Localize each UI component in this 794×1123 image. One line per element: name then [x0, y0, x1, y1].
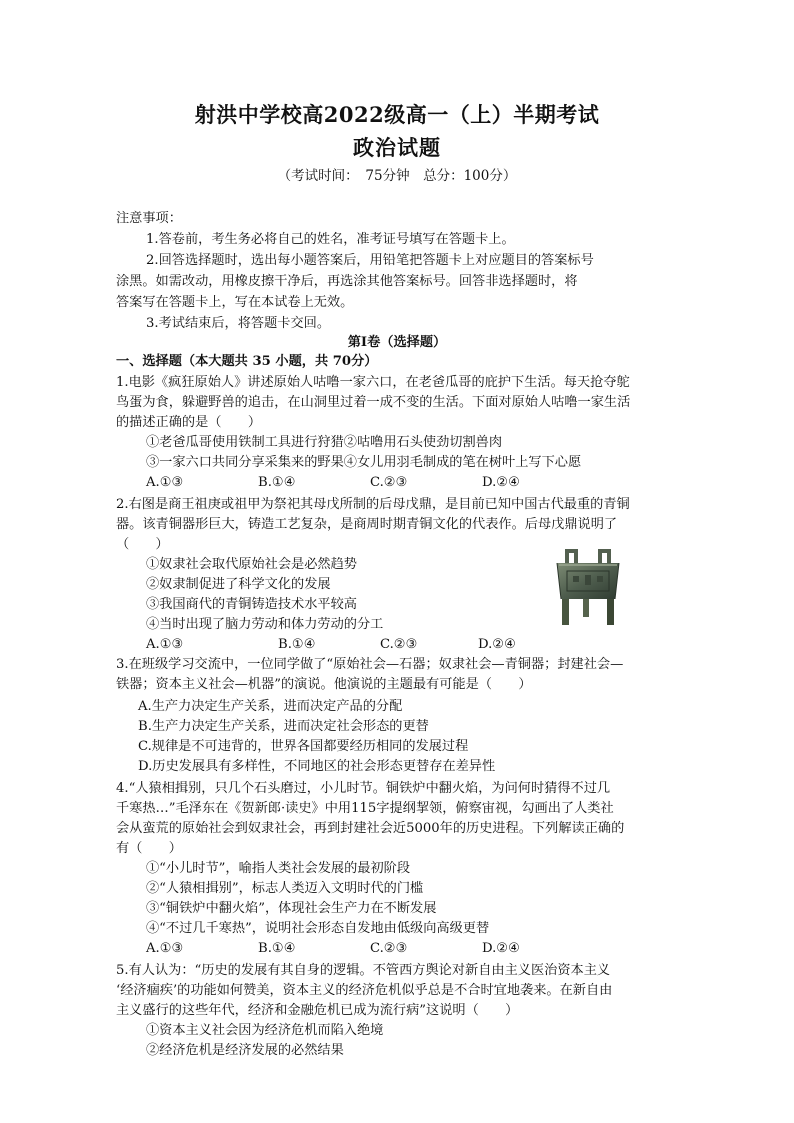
option-a[interactable]: A.①③ [146, 941, 184, 956]
question-1-stem: 1.电影《疯狂原始人》讲述原始人咕噜一家六口，在老爸瓜哥的庇护下生活。每天抢夺鸵 [116, 375, 630, 390]
question-4-stem: 有（ ） [116, 841, 182, 856]
notice-item-2: 2.回答选择题时，选出每小题答案后，用铅笔把答题卡上对应题目的答案标号 [146, 253, 594, 268]
notice-item-1: 1.答卷前，考生务必将自己的姓名，准考证号填写在答题卡上。 [146, 232, 515, 247]
question-5-statement: ②经济危机是经济发展的必然结果 [146, 1043, 344, 1058]
option-d[interactable]: D.②④ [478, 637, 516, 652]
question-1-statement: ①老爸瓜哥使用铁制工具进行狩猎②咕噜用石头使劲切割兽肉 [146, 435, 503, 450]
option-c[interactable]: C.②③ [370, 475, 408, 490]
question-3-option-c[interactable]: C.规律是不可违背的，世界各国都要经历相同的发展过程 [138, 739, 469, 754]
question-3-option-d[interactable]: D.历史发展具有多样性，不同地区的社会形态更替存在差异性 [138, 759, 496, 774]
question-2-options [146, 635, 706, 655]
question-1-stem: 的描述正确的是（ ） [116, 415, 262, 430]
exam-subtitle: 政治试题 [353, 135, 441, 160]
question-5-statement: ①资本主义社会因为经济危机而陷入绝境 [146, 1023, 384, 1038]
question-2-statement: ③我国商代的青铜铸造技术水平较高 [146, 597, 357, 612]
option-c[interactable]: C.②③ [380, 637, 418, 652]
bronze-ding-icon [553, 549, 623, 627]
question-5-stem: 主义盛行的这些年代，经济和金融危机已成为流行病”这说明（ ） [116, 1003, 519, 1018]
question-1-stem: 鸟蛋为食，躲避野兽的追击，在山洞里过着一成不变的生活。下面对原始人咕噜一家生活 [116, 395, 631, 410]
section-heading: 一、选择题（本大题共 35 小题，共 70分） [116, 354, 378, 369]
question-4-statement: ①“小儿时节”，喻指人类社会发展的最初阶段 [146, 861, 411, 876]
notice-heading: 注意事项： [116, 211, 182, 226]
question-4-statement: ③“铜铁炉中翻火焰”，体现社会生产力在不断发展 [146, 901, 437, 916]
question-5-stem: ‘经济痼疾’的功能如何赞美，资本主义的经济危机似乎总是不合时宜地袭来。在新自由 [116, 983, 613, 998]
question-3-stem: 3.在班级学习交流中，一位同学做了“原始社会—石器；奴隶社会—青铜器；封建社会— [116, 657, 624, 672]
option-b[interactable]: B.①④ [278, 637, 316, 652]
question-4-options [146, 939, 706, 959]
question-4-statement: ④“不过几千寒热”，说明社会形态自发地由低级向高级更替 [146, 921, 490, 936]
question-2-statement: ②奴隶制促进了科学文化的发展 [146, 577, 331, 592]
question-2-statement: ④当时出现了脑力劳动和体力劳动的分工 [146, 617, 384, 632]
notice-item-3: 3.考试结束后，将答题卡交回。 [146, 316, 331, 331]
question-3-stem: 铁器；资本主义社会—机器”的演说。他演说的主题最有可能是（ ） [116, 677, 532, 692]
question-2-statement: ①奴隶社会取代原始社会是必然趋势 [146, 557, 357, 572]
option-d[interactable]: D.②④ [482, 941, 520, 956]
option-a[interactable]: A.①③ [146, 475, 184, 490]
exam-info: （考试时间： 75分钟 总分：100分） [277, 168, 517, 184]
question-4-statement: ②“人猿相揖别”，标志人类迈入文明时代的门槛 [146, 881, 424, 896]
question-4-stem: 4.“人猿相揖别，只几个石头磨过，小儿时节。铜铁炉中翻火焰，为问何时猜得不过几 [116, 781, 611, 796]
question-2-stem: 器。该青铜器形巨大，铸造工艺复杂，是商周时期青铜文化的代表作。后母戊鼎说明了 [116, 517, 618, 532]
notice-item-2-cont: 答案写在答题卡上，写在本试卷上无效。 [116, 295, 354, 310]
option-d[interactable]: D.②④ [482, 475, 520, 490]
option-c[interactable]: C.②③ [370, 941, 408, 956]
question-1-statement: ③一家六口共同分享采集来的野果④女儿用羽毛制成的笔在树叶上写下心愿 [146, 455, 582, 470]
option-b[interactable]: B.①④ [258, 941, 296, 956]
volume-title: 第Ⅰ卷（选择题） [347, 335, 447, 350]
option-a[interactable]: A.①③ [146, 637, 184, 652]
notice-item-2-cont: 涂黑。如需改动，用橡皮擦干净后，再选涂其他答案标号。回答非选择题时，将 [116, 274, 578, 289]
question-2-stem: （ ） [116, 537, 169, 552]
exam-title: 射洪中学校高2022级高一（上）半期考试 [194, 102, 600, 127]
question-3-option-a[interactable]: A.生产力决定生产关系，进而决定产品的分配 [138, 699, 403, 714]
question-4-stem: 千寒热…”毛泽东在《贺新郎·读史》中用115字提纲挈领，俯察宙视，勾画出了人类社 [116, 801, 614, 816]
question-3-option-b[interactable]: B.生产力决定生产关系，进而决定社会形态的更替 [138, 719, 429, 734]
option-b[interactable]: B.①④ [258, 475, 296, 490]
question-4-stem: 会从蛮荒的原始社会到奴隶社会，再到封建社会近5000年的历史进程。下列解读正确的 [116, 821, 625, 836]
question-2-stem: 2.右图是商王祖庚或祖甲为祭祀其母戊所制的后母戊鼎，是目前已知中国古代最重的青铜 [116, 497, 630, 512]
question-1-options [146, 473, 706, 493]
question-5-stem: 5.有人认为：“历史的发展有其自身的逻辑。不管西方舆论对新自由主义医治资本主义 [116, 963, 611, 978]
